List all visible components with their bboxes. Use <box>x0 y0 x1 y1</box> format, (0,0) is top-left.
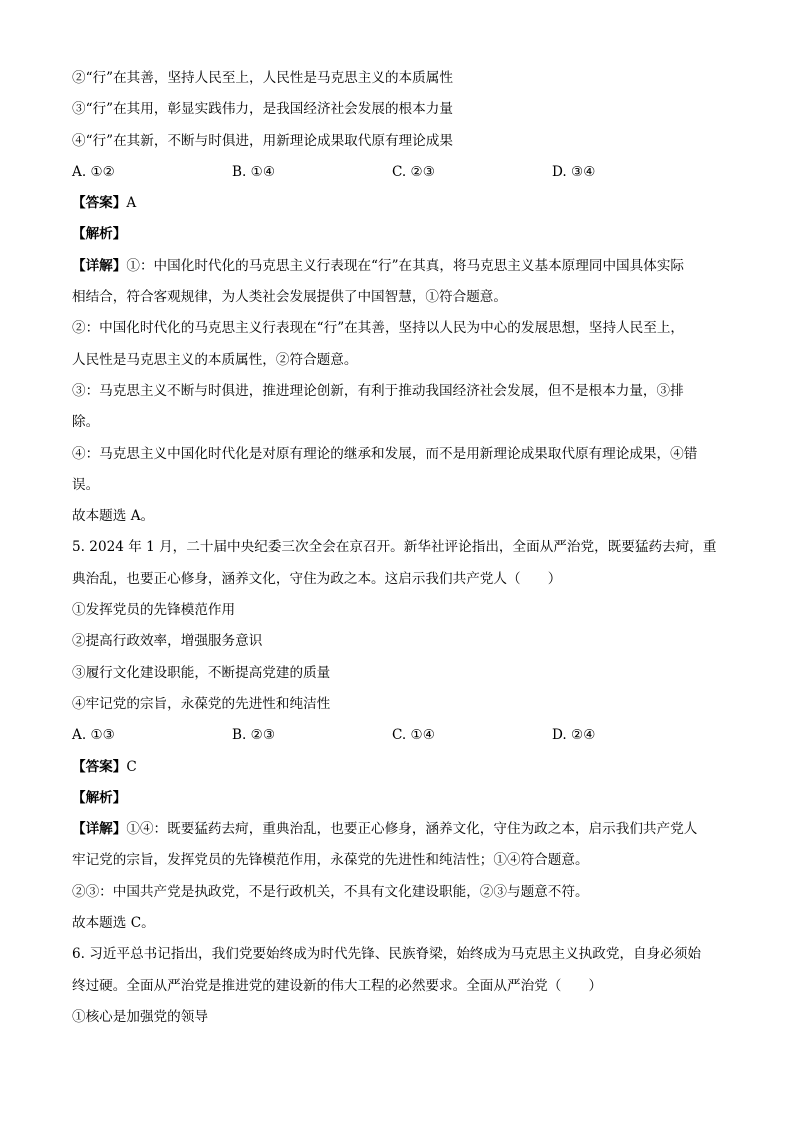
q4-detail-line: 除。 <box>72 414 100 431</box>
q5-option-3: ③履行文化建设职能，不断提高党建的质量 <box>72 664 331 681</box>
q4-answer-label: 答案 <box>85 195 113 212</box>
q5-option-1: ①发挥党员的先锋模范作用 <box>72 602 236 619</box>
q5-answer-label: 答案 <box>85 758 113 775</box>
q4-choice-b: B. ①④ <box>232 163 276 180</box>
q4-detail-text: ①：中国化时代化的马克思主义行表现在“行”在其真，将马克思主义基本原理同中国具体实际 <box>126 257 685 274</box>
q5-analysis-label: 解析 <box>85 789 113 806</box>
q4-detail-line: 人民性是马克思主义的本质属性，②符合题意。 <box>72 351 358 368</box>
q4-answer: 【答案】A <box>72 195 137 212</box>
q5-detail-line: ②③：中国共产党是执政党，不是行政机关，不具有文化建设职能，②③与题意不符。 <box>72 883 589 900</box>
q4-option-2: ②“行”在其善，坚持人民至上，人民性是马克思主义的本质属性 <box>72 70 453 86</box>
q4-detail-line: 相结合，符合客观规律，为人类社会发展提供了中国智慧，①符合题意。 <box>72 289 507 306</box>
q4-detail-line: 【详解】①：中国化时代化的马克思主义行表现在“行”在其真，将马克思主义基本原理同中国具体实际 <box>72 257 685 274</box>
q4-choice-a: A. ①② <box>72 163 115 180</box>
q4-choice-d: D. ③④ <box>552 163 596 180</box>
q4-analysis-label: 解析 <box>85 226 113 243</box>
q5-analysis-heading: 【解析】 <box>72 789 127 806</box>
q5-detail-text: ①④：既要猛药去疴，重典治乱，也要正心修身，涵养文化，守住为政之本，启示我们共产党人 <box>126 821 698 838</box>
q5-detail-label: 详解 <box>85 821 113 838</box>
q6-stem: 终过硬。全面从严治党是推进党的建设新的伟大工程的必然要求。全面从严治党（ ） <box>72 977 603 994</box>
q5-option-4: ④牢记党的宗旨，永葆党的先进性和纯洁性 <box>72 695 331 712</box>
q6-stem: 6. 习近平总书记指出，我们党要始终成为时代先锋、民族脊梁，始终成为马克思主义执政党，自身必须始 <box>72 946 702 963</box>
q6-option-1: ①核心是加强党的领导 <box>72 1008 208 1025</box>
q4-detail-line: ③：马克思主义不断与时俱进，推进理论创新，有利于推动我国经济社会发展，但不是根本力量，③排 <box>72 382 684 399</box>
q4-detail-line: 误。 <box>72 476 100 493</box>
q4-option-3: ③“行”在其用，彰显实践伟力，是我国经济社会发展的根本力量 <box>72 101 453 118</box>
q5-conclusion: 故本题选 C。 <box>72 915 155 932</box>
q5-answer-value: C <box>126 758 137 775</box>
q4-option-4: ④“行”在其新，不断与时俱进，用新理论成果取代原有理论成果 <box>72 132 453 149</box>
q4-detail-line: ④：马克思主义中国化时代化是对原有理论的继承和发展，而不是用新理论成果取代原有理论成果，④错 <box>72 445 698 462</box>
q5-choices <box>72 720 732 751</box>
q5-choice-a: A. ①③ <box>72 727 115 744</box>
q4-answer-value: A <box>126 195 137 212</box>
q5-option-2: ②提高行政效率，增强服务意识 <box>72 633 263 650</box>
document-content <box>72 63 732 1033</box>
q5-choice-c: C. ①④ <box>392 727 435 744</box>
q5-choice-d: D. ②④ <box>552 727 596 744</box>
q4-choice-c: C. ②③ <box>392 163 435 180</box>
q4-detail-line: ②：中国化时代化的马克思主义行表现在“行”在其善，坚持以人民为中心的发展思想，坚持人民至上， <box>72 320 685 337</box>
q5-detail-line: 牢记党的宗旨，发挥党员的先锋模范作用，永葆党的先进性和纯洁性；①④符合题意。 <box>72 852 589 869</box>
q5-stem: 5. 2024 年 1 月，二十届中央纪委三次全会在京召开。新华社评论指出，全面从严治党，既要猛药去疴，重 <box>72 539 717 556</box>
q4-choices <box>72 157 732 188</box>
q4-detail-label: 详解 <box>85 257 113 274</box>
q5-answer: 【答案】C <box>72 758 137 775</box>
q4-analysis-heading: 【解析】 <box>72 226 127 243</box>
q5-detail-line: 【详解】①④：既要猛药去疴，重典治乱，也要正心修身，涵养文化，守住为政之本，启示我们共产党人 <box>72 821 698 838</box>
q5-stem: 典治乱，也要正心修身，涵养文化，守住为政之本。这启示我们共产党人（ ） <box>72 570 562 587</box>
q5-choice-b: B. ②③ <box>232 727 276 744</box>
q4-conclusion: 故本题选 A。 <box>72 508 155 525</box>
